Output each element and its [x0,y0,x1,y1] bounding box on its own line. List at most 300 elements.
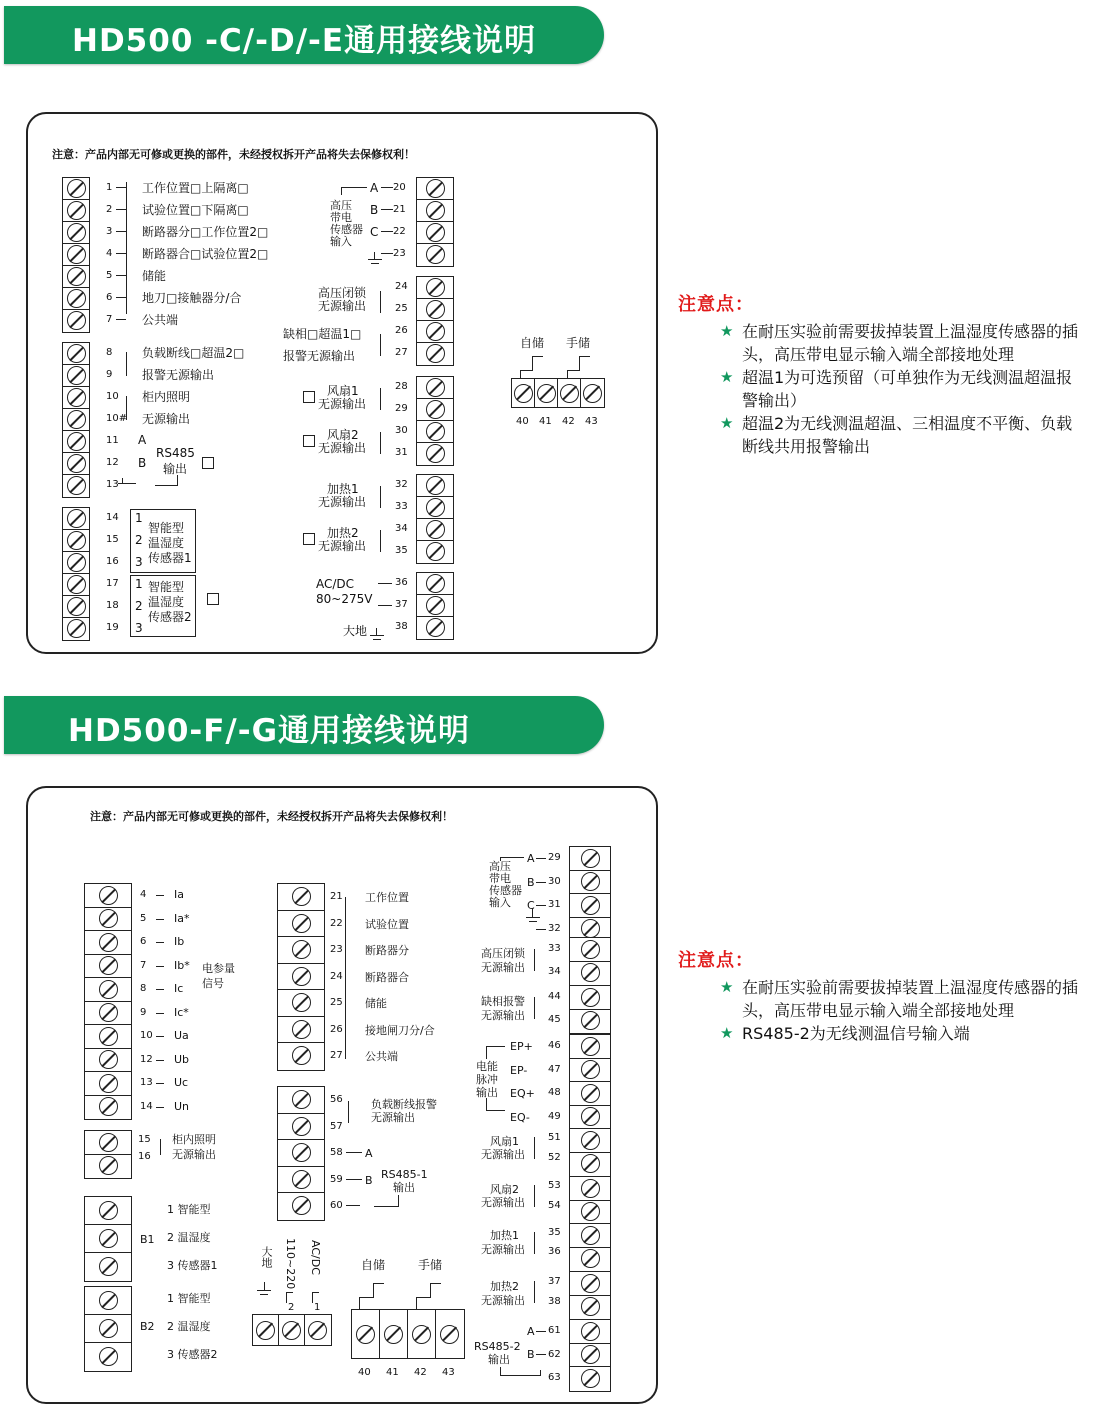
relay-manual-label: 手储 [566,336,591,350]
earth-vertical-label: 大地 [260,1246,273,1268]
pin-number: 29 [395,403,408,414]
terminal-cell [85,978,131,1002]
pin-letter: EP- [510,1063,528,1077]
rs485-2-label: 输出 [488,1353,510,1366]
pin-number: 35 [395,545,408,556]
pin-number: 36 [395,577,408,588]
pin-number: 11 [106,435,119,446]
rs485-2-label: RS485-2 [474,1340,521,1353]
screw-icon [292,887,311,906]
terminal-cell [85,1131,131,1155]
hv-label: 带电 [330,211,352,224]
pin-label: 断路器分□工作位置2□ [142,225,269,239]
screw-icon [67,553,86,572]
terminal-block [511,378,605,408]
relay-number: 41 [539,416,552,427]
pin-number: 2 [106,204,113,215]
screw-icon [581,963,600,982]
pin-letter: B [370,203,379,217]
screw-icon [99,909,118,928]
fan2-label: 风扇2 [327,428,359,442]
wire-line [116,231,126,233]
terminal-cell [278,964,324,991]
wire-line [381,187,393,189]
pin-number: 26 [330,1023,343,1035]
screw-icon [99,956,118,975]
pin-number: 5 [140,912,147,924]
pin-letter: EQ+ [510,1087,535,1100]
pin-number: 53 [548,1180,561,1191]
pin-letter: A [527,1325,535,1338]
screw-icon [581,1084,600,1103]
terminal-cell [85,1072,131,1096]
pin-label: A [138,433,147,447]
screw-icon [426,300,445,319]
star-icon: ★ [720,414,734,432]
overload-label: 无源输出 [371,1111,415,1124]
pin-label: 接地闸刀分/合 [365,1023,435,1037]
screw-icon [292,993,311,1012]
terminal-cell [570,1035,610,1059]
screw-icon [67,509,86,528]
wire-line [536,858,546,860]
terminal-cell [278,1193,324,1219]
screw-icon [99,1319,118,1338]
fan2-label: 无源输出 [481,1196,525,1209]
relay-self-label: 自储 [520,336,545,350]
terminal-cell [380,1310,408,1358]
terminal-cell [63,365,89,387]
screw-icon [426,618,445,637]
terminal-cell [570,1272,610,1296]
wire-line [534,949,547,971]
pin-number: 12 [140,1053,153,1065]
phase-loss-label: 缺相□超温1□ [283,327,362,341]
pin-number: 10 [140,1030,153,1041]
pin-number: 27 [395,347,408,358]
pin-number: 22 [393,226,406,237]
terminal-cell [278,1140,324,1167]
pin-letter: A [370,181,379,195]
screw-icon [581,1297,600,1316]
screw-icon [99,1027,118,1046]
pin-number: 5 [106,270,113,281]
terminal-block [84,883,132,1120]
fan1-label: 风扇1 [490,1135,519,1148]
terminal-cell [417,222,453,244]
pin-number: 51 [548,1132,561,1143]
pin-number: 58 [330,1147,343,1158]
screw-icon [99,1257,118,1276]
terminal-cell [570,1106,610,1129]
screw-icon [426,542,445,561]
wire-line [116,275,126,277]
screw-icon [292,1117,311,1136]
acdc-label: AC/DC [316,577,355,591]
terminal-cell [570,1367,610,1390]
pin-number: 44 [548,991,561,1002]
screw-icon [292,1196,311,1215]
section1-banner [4,6,604,64]
pin-number: 36 [548,1246,561,1257]
screw-icon [99,886,118,905]
terminal-block [569,1128,611,1177]
section1-title: HD500 -C/-D/-E通用接线说明 [72,23,537,59]
rs485-label: RS485 [156,446,195,460]
screw-icon [426,245,445,264]
checkbox-icon [303,435,315,447]
terminal-block [62,507,90,641]
terminal-block [569,1176,611,1225]
terminal-cell [417,178,453,200]
pin-letter: C [527,899,535,912]
terminal-block [416,572,454,640]
fan2-label: 无源输出 [318,441,367,455]
hv-lock-label: 高压闭锁 [318,286,367,300]
pin-label: Ib [174,935,185,948]
relay-number: 42 [414,1367,427,1378]
screw-icon [67,289,86,308]
terminal-cell [352,1310,380,1358]
relay-number: 42 [562,416,575,427]
pin-letter: EP+ [510,1040,533,1053]
terminal-cell [63,453,89,475]
pin-number: 24 [395,281,408,292]
screw-icon [67,388,86,407]
terminal-cell [63,266,89,288]
terminal-cell [63,508,89,530]
pin-number: 38 [395,621,408,632]
wire-line [579,356,590,371]
screw-icon [67,575,86,594]
pin-number: 56 [330,1094,343,1105]
pin-number: 23 [393,248,406,259]
screw-icon [581,1060,600,1079]
terminal-cell [570,1153,610,1176]
wire-line [348,1101,369,1123]
wire-line [156,1083,164,1085]
screw-icon [426,378,445,397]
screw-icon [426,476,445,495]
wire-line [126,396,137,420]
terminal-cell [570,871,610,895]
screw-icon [99,1003,118,1022]
screw-icon [292,914,311,933]
pin-label: 负载断线□超温2□ [142,346,245,360]
pin-number: 19 [106,622,119,633]
screw-icon [99,980,118,999]
relay-self-label: 自储 [361,1258,386,1272]
section1-notes [678,290,1078,458]
terminal-cell [570,847,610,871]
pin-number: 4 [106,248,113,259]
pin-number: 6 [106,292,113,303]
checkbox-icon [207,593,219,605]
b2-item: 1 智能型 [167,1292,211,1305]
wire-line [500,857,524,859]
screw-icon [581,1369,600,1388]
terminal-cell [408,1310,436,1358]
terminal-cell [85,908,131,932]
screw-icon [537,384,556,403]
wire-line [116,209,126,211]
screw-icon [426,498,445,517]
hv-label: 传感器 [489,884,522,897]
alarm-output-label: 报警无源输出 [283,349,356,363]
wire-line [378,583,392,585]
terminal-cell [85,955,131,979]
pin-number: 16 [138,1151,151,1162]
section1-notes-title: 注意点： [678,294,754,315]
wire-line [536,1354,546,1356]
pin-number: 54 [548,1200,561,1211]
screw-icon [292,940,311,959]
wire-line [536,1331,546,1333]
terminal-cell [305,1315,330,1345]
terminal-cell [278,937,324,964]
wire-line [532,356,543,371]
pin-label: 储能 [142,269,167,283]
screw-icon [99,933,118,952]
hv-lock-label: 高压闭锁 [481,947,525,960]
pin-number: 35 [548,1227,561,1238]
wire-line [381,209,393,211]
pin-number: 45 [548,1014,561,1025]
b2-label: B2 [140,1320,155,1333]
terminal-cell [570,986,610,1010]
terminal-cell [63,387,89,409]
heat1-label: 无源输出 [318,495,367,509]
wire-line [341,187,367,189]
pin-number: 4 [140,889,147,900]
screw-icon [581,1011,600,1030]
terminal-cell [417,399,453,421]
pin-number: 9 [140,1006,147,1018]
terminal-cell [570,1224,610,1248]
pin-label: Ia* [174,911,190,925]
terminal-cell [63,288,89,310]
note-item: ★ 超温1为可选预留（可单独作为无线测温超温报警输出） [720,368,1073,410]
section1-warning: 注意：产品内部无可修或更换的部件，未经授权拆开产品将失去保修权利！ [52,148,415,161]
screw-icon [67,223,86,242]
screw-icon [99,1050,118,1069]
relay-number: 41 [386,1367,399,1378]
terminal-cell [417,573,453,595]
pin-number: 34 [395,523,408,534]
terminal-block [416,376,454,466]
b1-item: 1 智能型 [167,1203,211,1216]
screw-icon [426,444,445,463]
note-item: ★ 在耐压实验前需要拔掉装置上温湿度传感器的插头，高压带电显示输入端全部接地处理 [720,978,1079,1020]
wire-line [378,605,392,607]
terminal-cell [63,343,89,365]
terminal-cell [581,379,603,407]
terminal-block [569,937,611,986]
screw-icon [292,1020,311,1039]
pin-label: Ib* [174,958,190,972]
wire-line [346,1205,360,1207]
checkbox-icon [303,533,315,545]
terminal-cell [85,1315,131,1343]
heat2-label: 无源输出 [481,1294,525,1307]
terminal-cell [63,222,89,244]
wire-line [122,478,124,484]
heat1-label: 加热1 [490,1229,519,1242]
terminal-cell [570,1129,610,1153]
wire-line [264,1282,266,1290]
wire-line [116,187,126,189]
screw-icon [581,896,600,915]
pin-number: 21 [330,891,343,902]
terminal-cell [85,1287,131,1315]
pin-number: 15 [106,534,119,545]
terminal-block [569,1319,611,1392]
terminal-cell [63,200,89,222]
pin-number: 47 [548,1063,561,1075]
electric-param-label: 电参量 [202,962,235,975]
screw-icon [560,384,579,403]
terminal-cell [417,617,453,638]
acdc-vertical-label: AC/DC [309,1240,322,1275]
wire-line [500,857,502,861]
terminal-cell [278,1043,324,1069]
wire-line [312,1292,319,1303]
ground-icon [368,259,382,267]
overload-label: 负载断线报警 [371,1098,437,1111]
screw-icon [292,1090,311,1109]
wire-line [381,253,393,255]
terminal-cell [436,1310,463,1358]
terminal-cell [570,1177,610,1201]
screw-icon [581,1249,600,1268]
wire-line [346,1179,362,1181]
pin-number: 32 [395,479,408,490]
terminal-cell [570,1059,610,1083]
terminal-cell [570,894,610,918]
terminal-cell [85,931,131,955]
pin-number: 10# [106,413,128,424]
terminal-cell [558,379,581,407]
sub-number: 3 [135,621,143,635]
screw-icon [67,476,86,495]
screw-icon [581,919,600,938]
sub-number: 1 [135,577,143,591]
wire-line [380,334,393,356]
pin-label: Ua [174,1029,189,1042]
terminal-cell [417,377,453,399]
pin-number: 52 [548,1152,561,1163]
terminal-cell [85,1002,131,1026]
wire-line [536,882,546,884]
screw-icon [426,278,445,297]
wire-line [380,530,393,552]
wire-line [380,388,393,410]
terminal-block [351,1309,465,1359]
fan2-label: 风扇2 [490,1183,519,1196]
terminal-block [416,177,454,267]
power-pin-2: 2 [288,1302,295,1313]
terminal-block [62,177,90,333]
pin-number: 38 [548,1296,561,1307]
terminal-cell [570,1201,610,1224]
pin-label: 无源输出 [142,412,191,426]
wire-line [430,1283,441,1298]
wire-line [486,1046,505,1059]
hv-label: 输入 [489,896,511,909]
terminal-cell [63,574,89,596]
pin-number: 59 [330,1173,343,1185]
terminal-block [569,1034,611,1130]
pin-label: 工作位置 [365,891,409,904]
wire-line [126,352,137,376]
terminal-cell [417,497,453,519]
wire-line [536,929,546,931]
pin-number: 25 [330,997,343,1008]
pin-number: 28 [395,381,408,392]
wire-line [155,475,178,486]
screw-icon [67,245,86,264]
terminal-block [84,1286,132,1372]
terminal-cell [278,884,324,911]
terminal-cell [570,1296,610,1319]
terminal-cell [417,519,453,541]
pin-number: 61 [548,1325,561,1336]
sensor1-label: 温湿度 [148,536,185,550]
pin-letter: B [527,875,535,889]
energy-label: 输出 [476,1086,498,1099]
b1-item: 3 传感器1 [167,1259,218,1272]
sub-number: 2 [135,533,143,547]
screw-icon [67,619,86,638]
screw-icon [426,201,445,220]
terminal-cell [570,1010,610,1033]
heat1-label: 加热1 [327,482,359,496]
screw-icon [256,1321,275,1340]
screw-icon [67,432,86,451]
wire-line [534,997,547,1019]
pin-number: 62 [548,1348,561,1360]
screw-icon [99,1074,118,1093]
pin-label: 柜内照明 [142,390,191,404]
relay-number: 40 [358,1367,371,1378]
heat1-label: 无源输出 [481,1243,525,1256]
terminal-cell [417,541,453,562]
pin-number: 13 [140,1077,153,1088]
terminal-cell [570,1248,610,1271]
terminal-cell [85,1155,131,1178]
electric-param-label: 信号 [202,977,224,990]
wire-line [534,1232,547,1254]
light-label: 柜内照明 [172,1133,216,1146]
b2-item: 2 温湿度 [167,1320,211,1333]
screw-icon [282,1321,301,1340]
pin-number: 15 [138,1134,151,1145]
rs485-1-output: 输出 [393,1181,415,1194]
terminal-cell [85,1096,131,1119]
pin-number: 9 [106,369,113,380]
screw-icon [514,384,533,403]
terminal-block [277,883,325,1071]
terminal-cell [278,1167,324,1194]
pin-number: 14 [140,1100,153,1112]
wire-line [286,1292,293,1303]
wire-line [534,1185,547,1207]
ground-icon [370,635,384,643]
screw-icon [67,454,86,473]
note-item: ★ RS485-2为无线测温信号输入端 [720,1024,970,1043]
hv-label: 高压 [330,199,352,212]
screw-icon [426,422,445,441]
